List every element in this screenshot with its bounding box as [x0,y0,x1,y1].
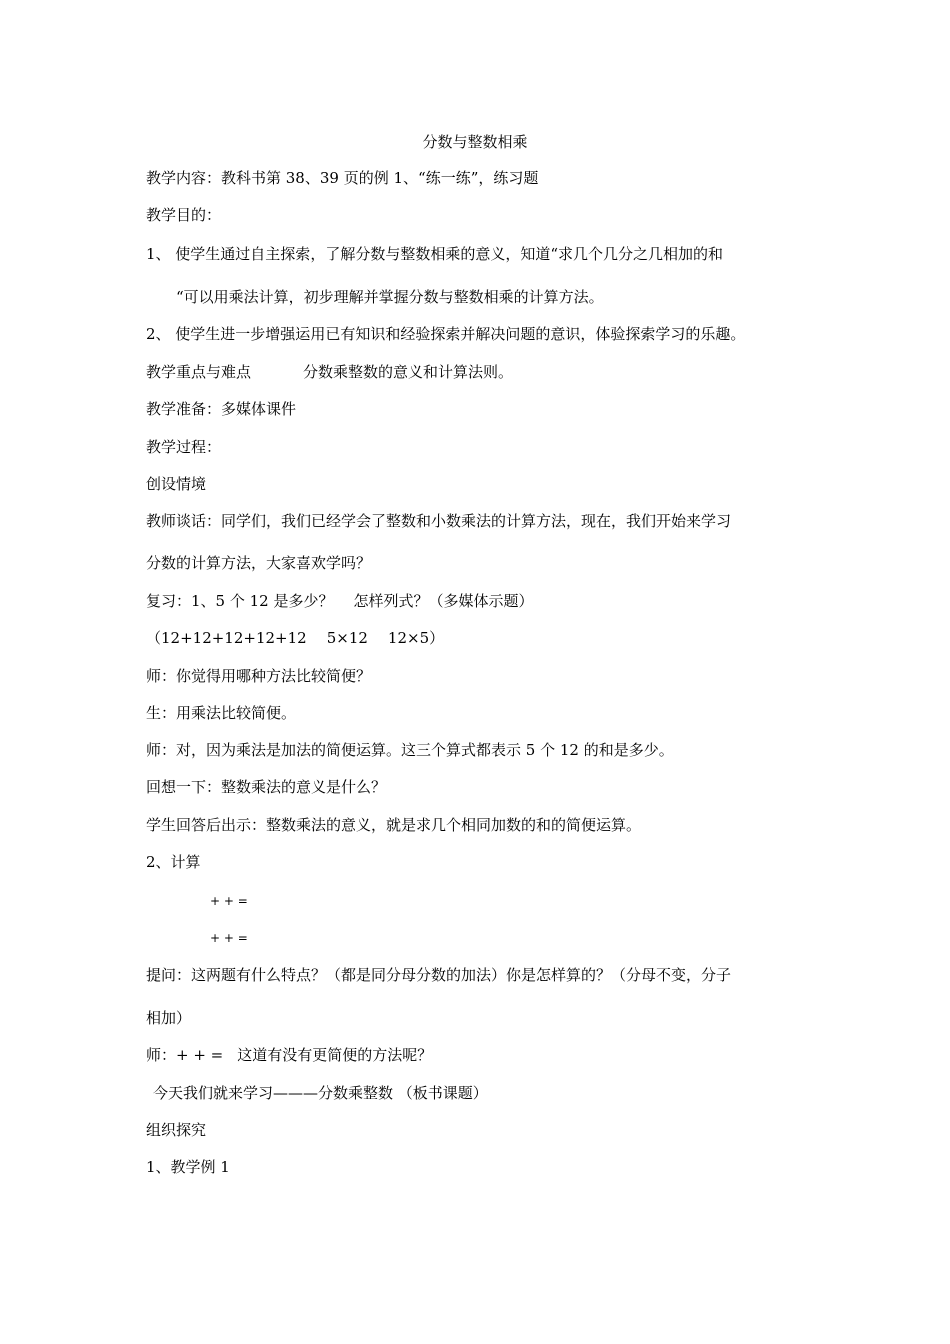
teacher-question: 师：你觉得用哪种方法比较简便？ [146,667,372,685]
expressions-line [146,628,444,648]
goal-1-line-1: 1、 使学生通过自主探索，了解分数与整数相乘的意义，知道“求几个几分之几相加的和 [146,245,723,263]
focus-label: 教学重点与难点 [146,363,252,381]
today-topic: 今天我们就来学习———分数乘整数 （板书课题） [153,1084,488,1102]
section-create-scene: 创设情境 [146,475,207,493]
calc-heading: 2、计算 [146,853,201,871]
equation-2: + + = [210,931,248,945]
student-reply: 学生回答后出示：整数乘法的意义，就是求几个相同加数的和的简便运算。 [146,816,642,834]
goal-2: 2、 使学生进一步增强运用已有知识和经验探索并解决问题的意识，体验探索学习的乐趣。 [146,325,746,343]
focus-text: 分数乘整数的意义和计算法则。 [303,363,514,381]
recall-question: 回想一下：整数乘法的意义是什么？ [146,778,387,796]
teacher-explanation: 师：对，因为乘法是加法的简便运算。这三个算式都表示 5 个 12 的和是多少。 [146,741,674,759]
review-line [146,591,534,611]
teacher-talk-line-2: 分数的计算方法，大家喜欢学吗？ [146,554,372,572]
example-1-heading: 1、教学例 1 [146,1158,230,1176]
goal-heading: 教学目的： [146,206,222,224]
preparation: 教学准备：多媒体课件 [146,400,297,418]
student-answer: 生：用乘法比较简便。 [146,704,297,722]
process-heading: 教学过程： [146,438,222,456]
prompt-line-1: 提问：这两题有什么特点？（都是同分母分数的加法）你是怎样算的？（分母不变，分子 [146,966,732,984]
goal-1-line-2: “可以用乘法计算，初步理解并掌握分数与整数相乘的计算方法。 [176,288,604,306]
teacher-equation-line [146,1045,432,1065]
review-instruction: 怎样列式？（多媒体示题） [353,592,534,610]
expression-multiply-a: 5×12 [326,629,368,647]
teacher-equation: 师：+ + = [146,1046,224,1064]
teaching-content: 教学内容：教科书第 38、39 页的例 1、“练一练”，练习题 [146,169,539,187]
teacher-talk-line-1: 教师谈话：同学们，我们已经学会了整数和小数乘法的计算方法，现在，我们开始来学习 [146,512,732,530]
section-organize-explore: 组织探究 [146,1121,207,1139]
prompt-line-2: 相加） [146,1009,192,1027]
equation-1: + + = [210,894,248,908]
expression-multiply-b: 12×5） [387,629,445,647]
focus-line [146,362,513,382]
teacher-equation-question: 这道有没有更简便的方法呢？ [237,1046,433,1064]
review-question: 复习：1、5 个 12 是多少？ [146,592,334,610]
expression-addition: （12+12+12+12+12 [146,629,307,647]
page-title: 分数与整数相乘 [422,133,528,151]
